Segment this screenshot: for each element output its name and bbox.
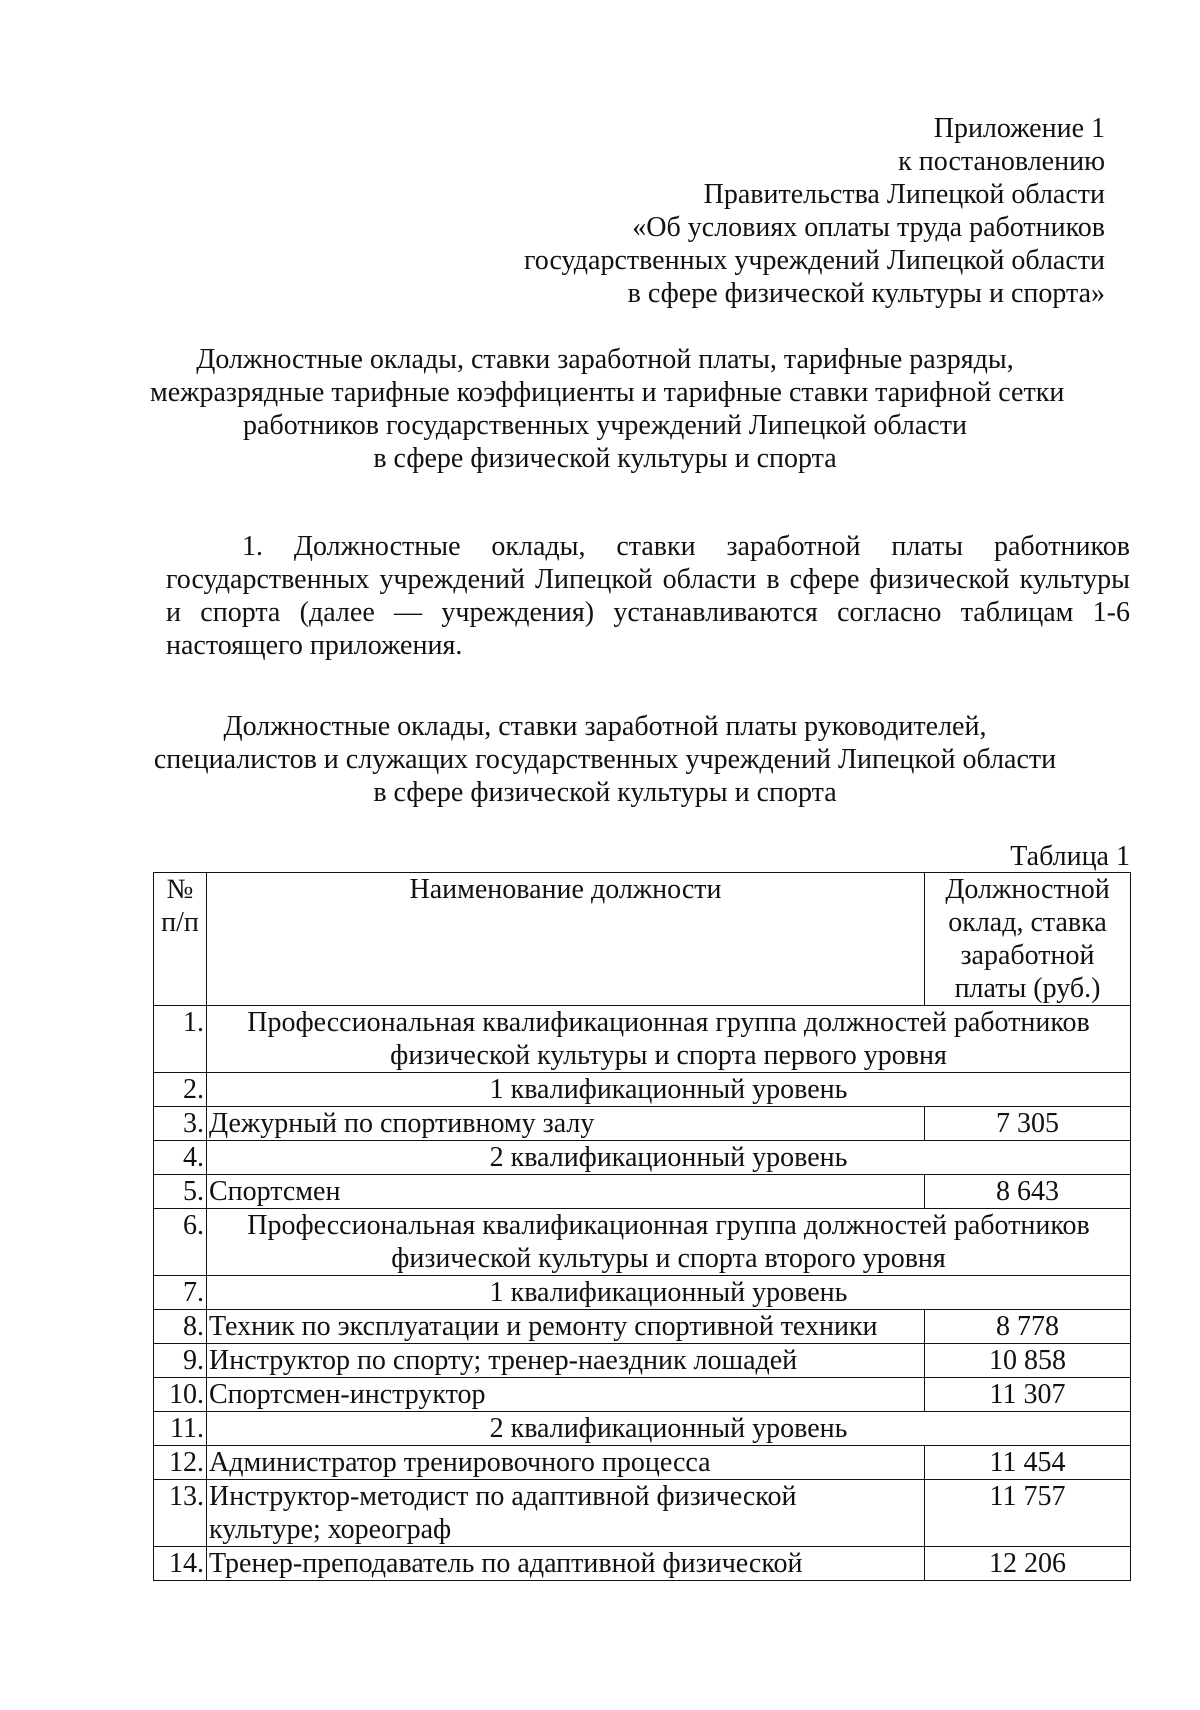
group-heading-line: Профессиональная квалификационная группа должностей работников	[247, 1007, 1090, 1038]
header-text: заработной	[960, 940, 1095, 971]
group-heading-cell	[207, 1073, 1131, 1107]
group-heading-cell	[207, 1412, 1131, 1446]
table-row	[154, 1175, 1131, 1209]
salary-value-cell: 11 307	[925, 1378, 1131, 1412]
row-number: 6.	[154, 1209, 207, 1276]
table-row	[154, 1006, 1131, 1073]
table-row	[154, 1276, 1131, 1310]
document-title	[150, 343, 1065, 475]
header-number	[154, 873, 207, 1006]
body-paragraph	[166, 530, 1130, 662]
position-name-line: Тренер-преподаватель по адаптивной физической	[209, 1548, 803, 1579]
header-text: п/п	[161, 907, 199, 938]
row-number: 10.	[154, 1378, 207, 1412]
table-row	[154, 1378, 1131, 1412]
row-number: 5.	[154, 1175, 207, 1209]
title-line: в сфере физической культуры и спорта	[373, 443, 837, 474]
appendix-line: Правительства Липецкой области	[703, 179, 1105, 210]
heading-line: специалистов и служащих государственных учреждений Липецкой области	[153, 744, 1057, 775]
row-number: 7.	[154, 1276, 207, 1310]
table-row	[154, 1480, 1131, 1547]
group-heading-line: физической культуры и спорта первого уровня	[390, 1040, 947, 1071]
position-name-cell	[207, 1175, 925, 1209]
word: спорта	[200, 597, 281, 628]
table-body	[154, 1006, 1131, 1581]
header-salary	[925, 873, 1131, 1006]
word: учреждения)	[441, 597, 595, 628]
word: физической	[869, 564, 1010, 595]
table-row	[154, 1310, 1131, 1344]
appendix-line: Приложение 1	[933, 113, 1105, 144]
position-name-cell	[207, 1446, 925, 1480]
paragraph-line	[166, 596, 1130, 629]
word: ставки	[616, 531, 696, 562]
position-name-line: Дежурный по спортивному залу	[209, 1108, 595, 1139]
appendix-line: «Об условиях оплаты труда работников	[632, 212, 1105, 243]
position-name-line: культуре; хореограф	[209, 1514, 452, 1545]
position-name-cell	[207, 1107, 925, 1141]
salary-value-cell: 11 454	[925, 1446, 1131, 1480]
table-row	[154, 1547, 1131, 1581]
word: 1.	[242, 531, 263, 562]
header-text: Наименование должности	[409, 874, 722, 905]
paragraph-line: настоящего приложения.	[166, 630, 463, 661]
position-name-cell	[207, 1344, 925, 1378]
word: оклады,	[491, 531, 586, 562]
row-number: 11.	[154, 1412, 207, 1446]
word: таблицам	[960, 597, 1074, 628]
group-heading-cell	[207, 1006, 1131, 1073]
row-number: 1.	[154, 1006, 207, 1073]
position-name-line: Техник по эксплуатации и ремонту спортивной техники	[209, 1311, 878, 1342]
word: и	[166, 597, 181, 628]
appendix-line: государственных учреждений Липецкой области	[524, 245, 1105, 276]
word: платы	[891, 531, 964, 562]
salary-value-cell: 11 757	[925, 1480, 1131, 1547]
title-line: межразрядные тарифные коэффициенты и тарифные ставки тарифной сетки	[150, 377, 1065, 408]
row-number: 9.	[154, 1344, 207, 1378]
table-row	[154, 1344, 1131, 1378]
position-name-line: Администратор тренировочного процесса	[209, 1447, 711, 1478]
word: области	[662, 564, 757, 595]
table-row	[154, 1209, 1131, 1276]
group-heading-cell	[207, 1209, 1131, 1276]
salary-value-cell: 12 206	[925, 1547, 1131, 1581]
position-name-cell	[207, 1310, 925, 1344]
table-row	[154, 1107, 1131, 1141]
word: (далее	[299, 597, 375, 628]
appendix-line: к постановлению	[898, 146, 1105, 177]
row-number: 8.	[154, 1310, 207, 1344]
position-name-cell	[207, 1547, 925, 1581]
group-heading-line: Профессиональная квалификационная группа должностей работников	[247, 1210, 1090, 1241]
row-number: 2.	[154, 1073, 207, 1107]
salary-value-cell: 8 778	[925, 1310, 1131, 1344]
heading-line: Должностные оклады, ставки заработной платы руководителей,	[223, 711, 987, 742]
header-position	[207, 873, 925, 1006]
word: устанавливаются	[613, 597, 818, 628]
word: Должностные	[293, 531, 461, 562]
word: сфере	[789, 564, 860, 595]
title-line: Должностные оклады, ставки заработной платы, тарифные разряды,	[196, 344, 1014, 375]
word: учреждений	[379, 564, 525, 595]
salary-value-cell: 10 858	[925, 1344, 1131, 1378]
group-heading-cell	[207, 1276, 1131, 1310]
group-heading-line: физической культуры и спорта второго уровня	[391, 1243, 946, 1274]
table-row	[154, 1446, 1131, 1480]
word: 1-6	[1092, 597, 1130, 628]
table-row	[154, 1412, 1131, 1446]
position-name-line: Спортсмен	[209, 1176, 341, 1207]
salary-value-cell: 8 643	[925, 1175, 1131, 1209]
row-number: 12.	[154, 1446, 207, 1480]
group-heading-line: 2 квалификационный уровень	[489, 1142, 848, 1173]
word: согласно	[837, 597, 942, 628]
group-heading-line: 2 квалификационный уровень	[489, 1413, 848, 1444]
header-text: Должностной	[945, 874, 1110, 905]
word: работников	[994, 531, 1130, 562]
word: заработной	[726, 531, 861, 562]
word: в	[766, 564, 780, 595]
position-name-line: Спортсмен-инструктор	[209, 1379, 486, 1410]
position-name-cell	[207, 1480, 925, 1547]
word: культуры	[1019, 564, 1130, 595]
heading-line: в сфере физической культуры и спорта	[373, 777, 837, 808]
header-text: №	[166, 874, 194, 905]
row-number: 3.	[154, 1107, 207, 1141]
position-name-line: Инструктор-методист по адаптивной физической	[209, 1481, 797, 1512]
header-text: оклад, ставка	[948, 907, 1107, 938]
position-name-cell	[207, 1378, 925, 1412]
salary-value-cell: 7 305	[925, 1107, 1131, 1141]
table-caption: Таблица 1	[1010, 841, 1130, 872]
row-number: 4.	[154, 1141, 207, 1175]
table-row	[154, 1073, 1131, 1107]
row-number: 13.	[154, 1480, 207, 1547]
paragraph-line	[166, 563, 1130, 596]
group-heading-cell	[207, 1141, 1131, 1175]
word: —	[394, 597, 423, 628]
appendix-header	[524, 112, 1105, 310]
header-text: платы (руб.)	[954, 973, 1101, 1004]
title-line: работников государственных учреждений Липецкой области	[243, 410, 967, 441]
table-header-row	[154, 873, 1131, 1006]
position-name-line: Инструктор по спорту; тренер-наездник лошадей	[209, 1345, 798, 1376]
row-number: 14.	[154, 1547, 207, 1581]
appendix-line: в сфере физической культуры и спорта»	[627, 278, 1105, 309]
table-heading	[150, 710, 1060, 809]
group-heading-line: 1 квалификационный уровень	[489, 1074, 848, 1105]
salary-table	[153, 872, 1131, 1581]
paragraph-line	[166, 530, 1130, 563]
word: государственных	[166, 564, 370, 595]
table-row	[154, 1141, 1131, 1175]
word: Липецкой	[535, 564, 653, 595]
group-heading-line: 1 квалификационный уровень	[489, 1277, 848, 1308]
